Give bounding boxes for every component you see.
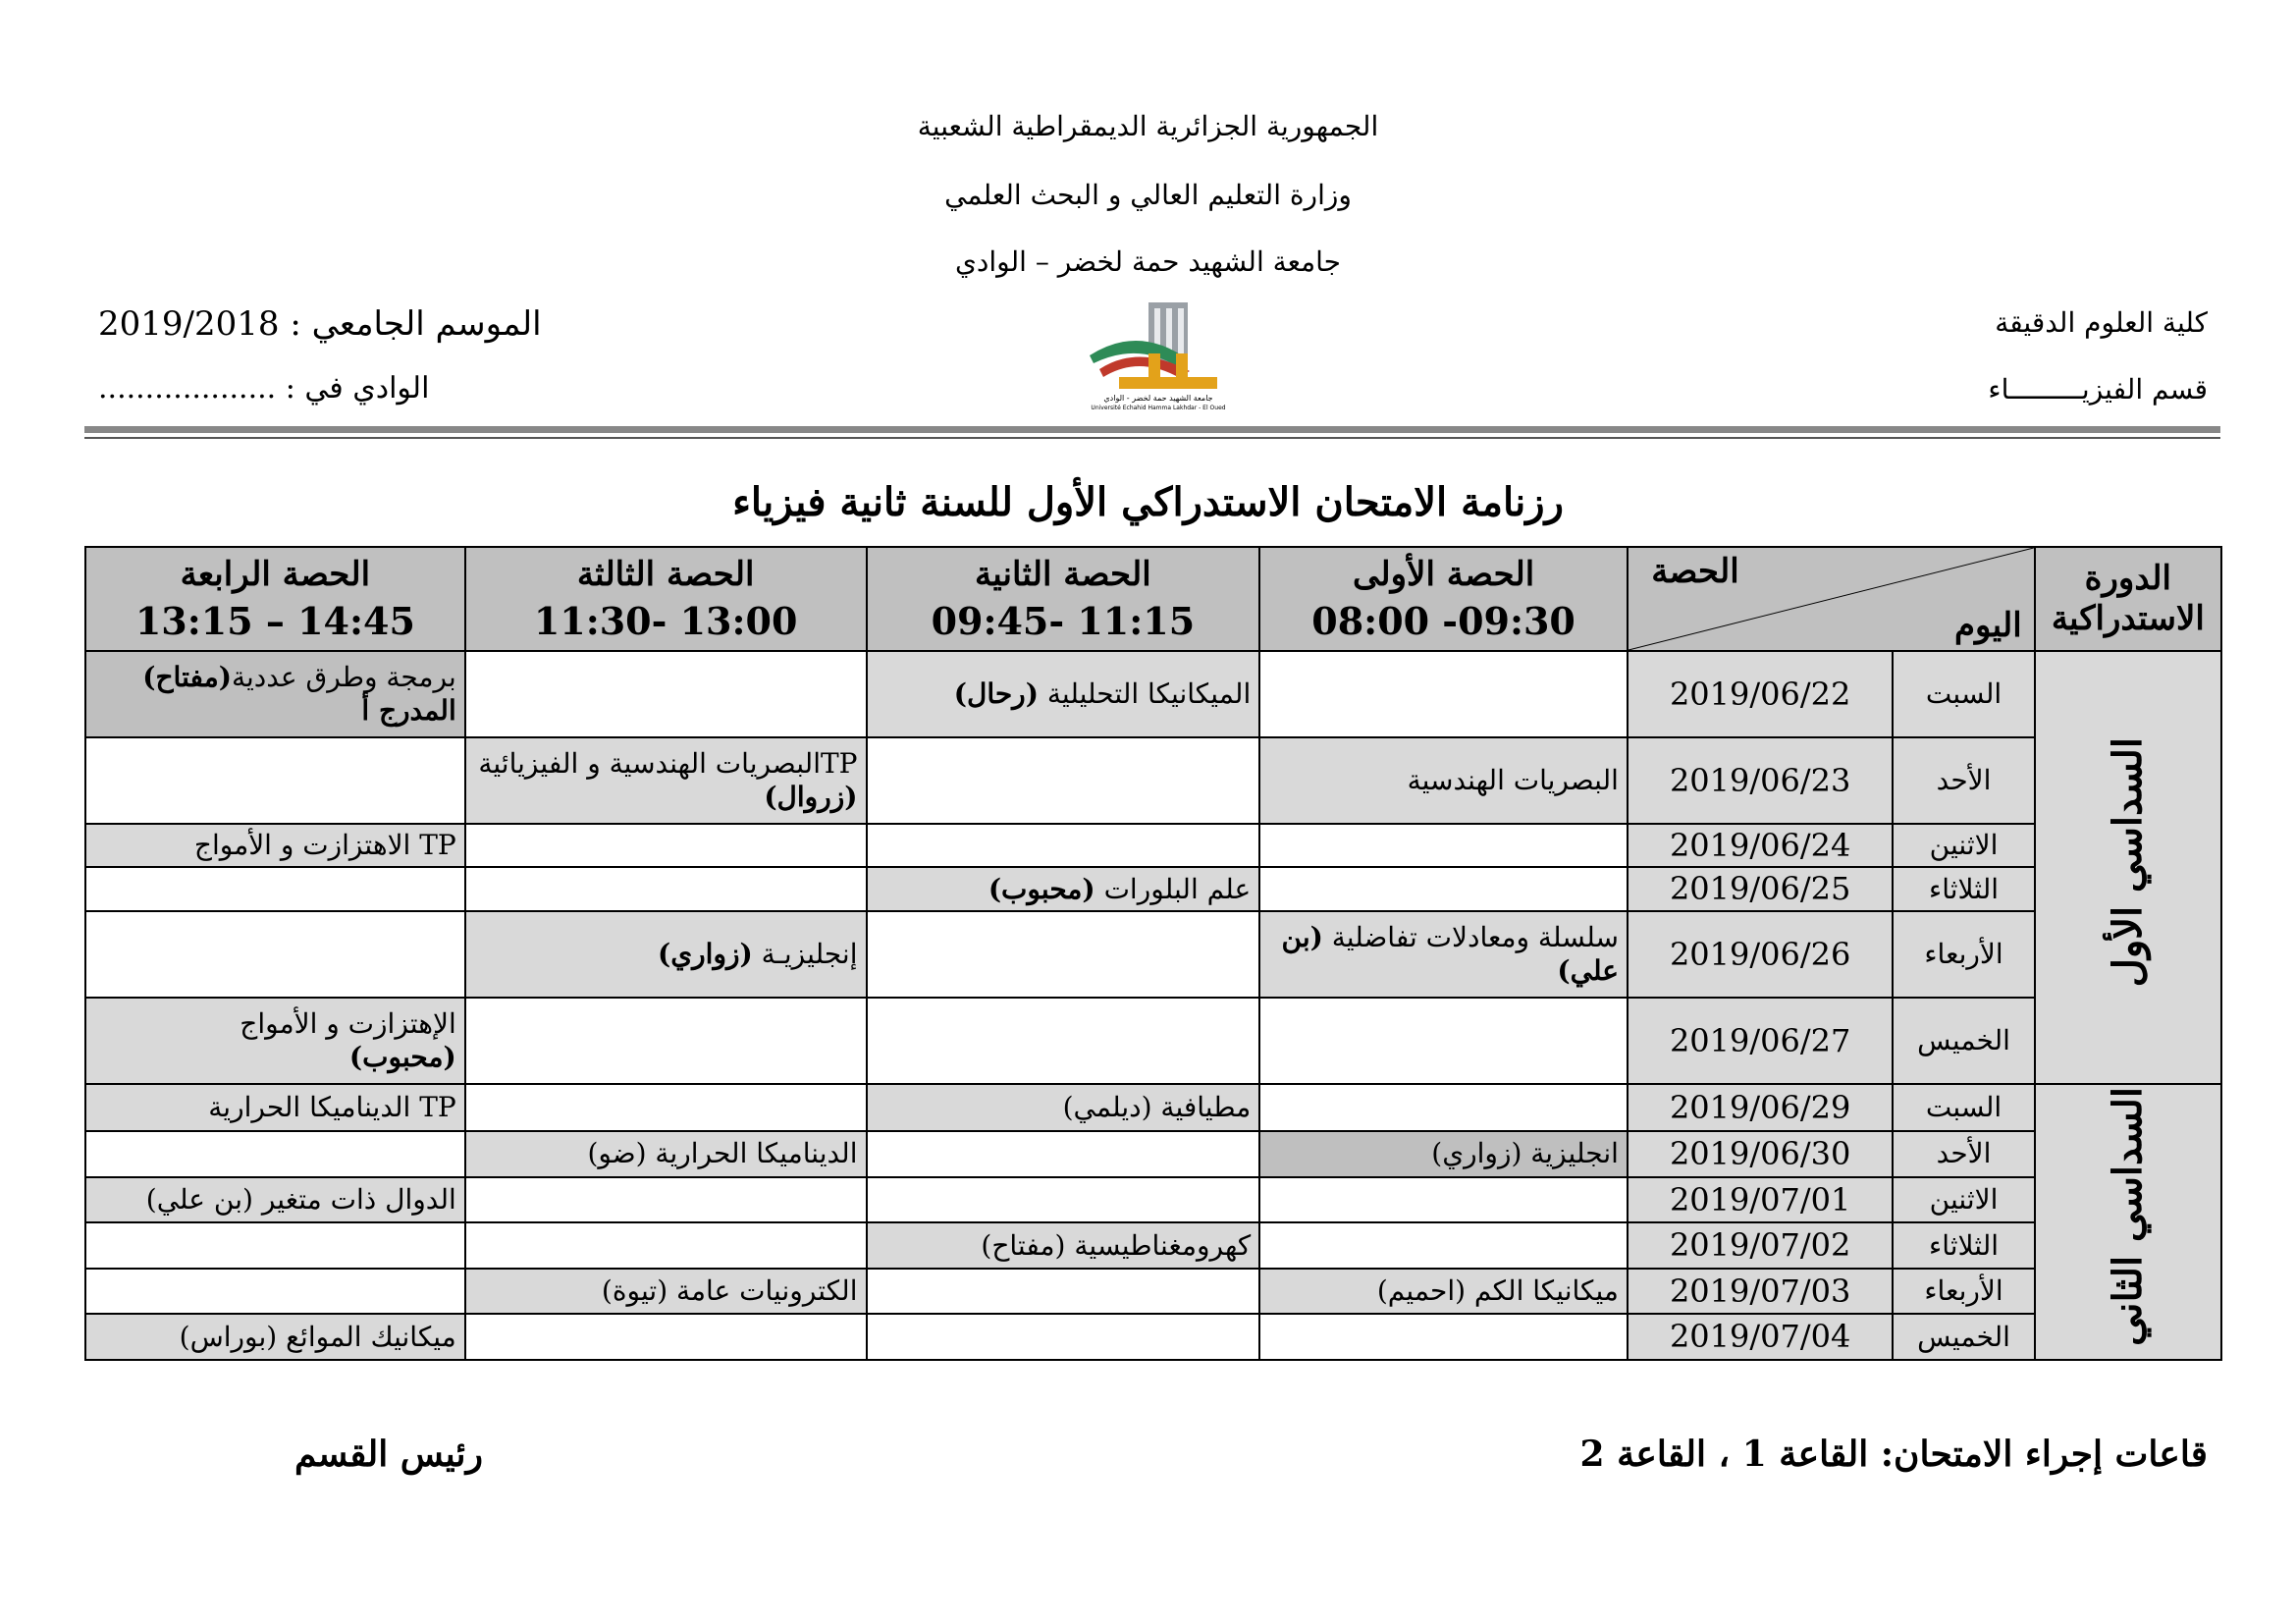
exam-cell	[85, 737, 465, 824]
day-cell: السبت	[1893, 651, 2034, 737]
day-period-header	[1628, 547, 2035, 651]
exam-cell: برمجة وطرق عددية(مفتاح) المدرج أ	[85, 651, 465, 737]
ministry-line: وزارة التعليم العالي و البحث العلمي	[944, 179, 1352, 211]
faculty-name: كلية العلوم الدقيقة	[1995, 306, 2208, 339]
exam-cell: الكترونيات عامة (تيوة)	[465, 1269, 867, 1315]
exam-cell	[85, 867, 465, 910]
department-name: قسم الفيزيـــــــــاء	[1988, 373, 2208, 406]
exam-cell	[867, 737, 1260, 824]
university-logo	[1080, 295, 1237, 412]
day-header: اليوم	[1953, 606, 2022, 646]
day-cell: الأربعاء	[1893, 911, 2034, 998]
exam-cell: ميكانيك الموائع (بوراس)	[85, 1314, 465, 1360]
date-cell: 2019/06/23	[1628, 737, 1893, 824]
day-cell: الأحد	[1893, 1131, 2034, 1177]
exam-cell: الإهتزازت و الأمواج (محبوب)	[85, 998, 465, 1084]
exam-cell: TPالبصريات الهندسية و الفيزيائية (زروال)	[465, 737, 867, 824]
exam-cell	[867, 911, 1260, 998]
table-header-row	[85, 547, 2221, 651]
day-cell: الثلاثاء	[1893, 867, 2034, 910]
exam-schedule-table	[84, 546, 2222, 1361]
exam-cell: ميكانيكا الكم (احميم)	[1259, 1269, 1628, 1315]
day-cell: الخميس	[1893, 998, 2034, 1084]
exam-cell	[1259, 1314, 1628, 1360]
table-row	[85, 1131, 2221, 1177]
header-rule	[84, 426, 2220, 433]
exam-cell	[867, 998, 1260, 1084]
svg-text:جامعة الشهيد حمة لخضر - الوادي: جامعة الشهيد حمة لخضر - الوادي	[1103, 394, 1213, 403]
exam-cell	[867, 1314, 1260, 1360]
date-cell: 2019/06/26	[1628, 911, 1893, 998]
table-row	[85, 824, 2221, 867]
exam-cell: TP الاهتزازت و الأمواج	[85, 824, 465, 867]
exam-cell	[1259, 998, 1628, 1084]
semester-2-label: السداسي الثاني	[2035, 1084, 2221, 1360]
exam-cell: انجليزية (زواري)	[1259, 1131, 1628, 1177]
date-cell: 2019/06/27	[1628, 998, 1893, 1084]
exam-cell	[85, 1269, 465, 1315]
exam-cell	[867, 1131, 1260, 1177]
exam-cell	[465, 1084, 867, 1131]
table-row	[85, 998, 2221, 1084]
table-row	[85, 1269, 2221, 1315]
exam-cell: الدوال ذات متغير (بن علي)	[85, 1177, 465, 1223]
day-cell: الاثنين	[1893, 824, 2034, 867]
exam-cell	[465, 824, 867, 867]
table-row	[85, 1314, 2221, 1360]
department-head: رئيس القسم	[294, 1434, 483, 1475]
exam-cell	[1259, 1177, 1628, 1223]
table-row	[85, 737, 2221, 824]
date-cell: 2019/07/01	[1628, 1177, 1893, 1223]
table-row	[85, 867, 2221, 910]
date-cell: 2019/07/04	[1628, 1314, 1893, 1360]
day-cell: السبت	[1893, 1084, 2034, 1131]
table-row	[85, 911, 2221, 998]
exam-cell	[465, 651, 867, 737]
exam-cell: مطيافية (ديلمي)	[867, 1084, 1260, 1131]
exam-cell: إنجليزيـة (زواري)	[465, 911, 867, 998]
exam-cell	[867, 1269, 1260, 1315]
header-rule-thin	[84, 437, 2220, 439]
day-cell: الاثنين	[1893, 1177, 2034, 1223]
exam-cell: كهرومغناطيسية (مفتاح)	[867, 1222, 1260, 1269]
exam-cell	[1259, 824, 1628, 867]
exam-cell	[465, 1222, 867, 1269]
period-2-header: الحصة الثانية 09:45- 11:15	[867, 547, 1260, 651]
table-row	[85, 651, 2221, 737]
date-cell: 2019/06/30	[1628, 1131, 1893, 1177]
exam-cell: TP الديناميكا الحرارية	[85, 1084, 465, 1131]
exam-cell	[465, 1177, 867, 1223]
period-header: الحصة	[1651, 552, 1739, 591]
date-cell: 2019/07/03	[1628, 1269, 1893, 1315]
date-cell: 2019/07/02	[1628, 1222, 1893, 1269]
exam-rooms: قاعات إجراء الامتحان: القاعة 1 ، القاعة 2	[1579, 1434, 2208, 1475]
exam-cell: علم البلورات (محبوب)	[867, 867, 1260, 910]
exam-cell	[867, 824, 1260, 867]
date-cell: 2019/06/24	[1628, 824, 1893, 867]
date-cell: 2019/06/22	[1628, 651, 1893, 737]
university-line: جامعة الشهيد حمة لخضر – الوادي	[955, 245, 1341, 278]
day-cell: الثلاثاء	[1893, 1222, 2034, 1269]
svg-text:Université Echahid Hamma Lakhd: Université Echahid Hamma Lakhdar - El Oued	[1091, 405, 1226, 411]
date-cell: 2019/06/29	[1628, 1084, 1893, 1131]
date-cell: 2019/06/25	[1628, 867, 1893, 910]
period-1-header: الحصة الأولى 08:00 -09:30	[1259, 547, 1628, 651]
academic-season: الموسم الجامعي : 2019/2018	[98, 304, 542, 344]
table-row	[85, 1084, 2221, 1131]
exam-cell	[465, 998, 867, 1084]
period-4-header: الحصة الرابعة 13:15 – 14:45	[85, 547, 465, 651]
period-3-header: الحصة الثالثة 11:30- 13:00	[465, 547, 867, 651]
exam-cell	[85, 1131, 465, 1177]
semester-1-label: السداسي الأول	[2035, 651, 2221, 1084]
exam-cell	[1259, 1222, 1628, 1269]
exam-cell: البصريات الهندسية	[1259, 737, 1628, 824]
day-cell: الأربعاء	[1893, 1269, 2034, 1315]
exam-cell	[85, 911, 465, 998]
republic-line: الجمهورية الجزائرية الديمقراطية الشعبية	[917, 110, 1379, 142]
exam-cell	[85, 1222, 465, 1269]
exam-cell	[867, 1177, 1260, 1223]
place-date: الوادي في : ...................	[98, 371, 430, 406]
exam-cell	[465, 867, 867, 910]
exam-cell	[1259, 867, 1628, 910]
exam-cell: الديناميكا الحرارية (ضو)	[465, 1131, 867, 1177]
exam-cell	[1259, 651, 1628, 737]
session-header: الدورة الاستدراكية	[2035, 547, 2221, 651]
day-cell: الأحد	[1893, 737, 2034, 824]
day-cell: الخميس	[1893, 1314, 2034, 1360]
exam-cell	[1259, 1084, 1628, 1131]
exam-cell: الميكانيكا التحليلية (رحال)	[867, 651, 1260, 737]
page-title: رزنامة الامتحان الاستدراكي الأول للسنة ثانية فيزياء	[732, 479, 1564, 525]
exam-cell	[465, 1314, 867, 1360]
table-row	[85, 1177, 2221, 1223]
exam-cell: سلسلة ومعادلات تفاضلية (بن علي)	[1259, 911, 1628, 998]
table-row	[85, 1222, 2221, 1269]
